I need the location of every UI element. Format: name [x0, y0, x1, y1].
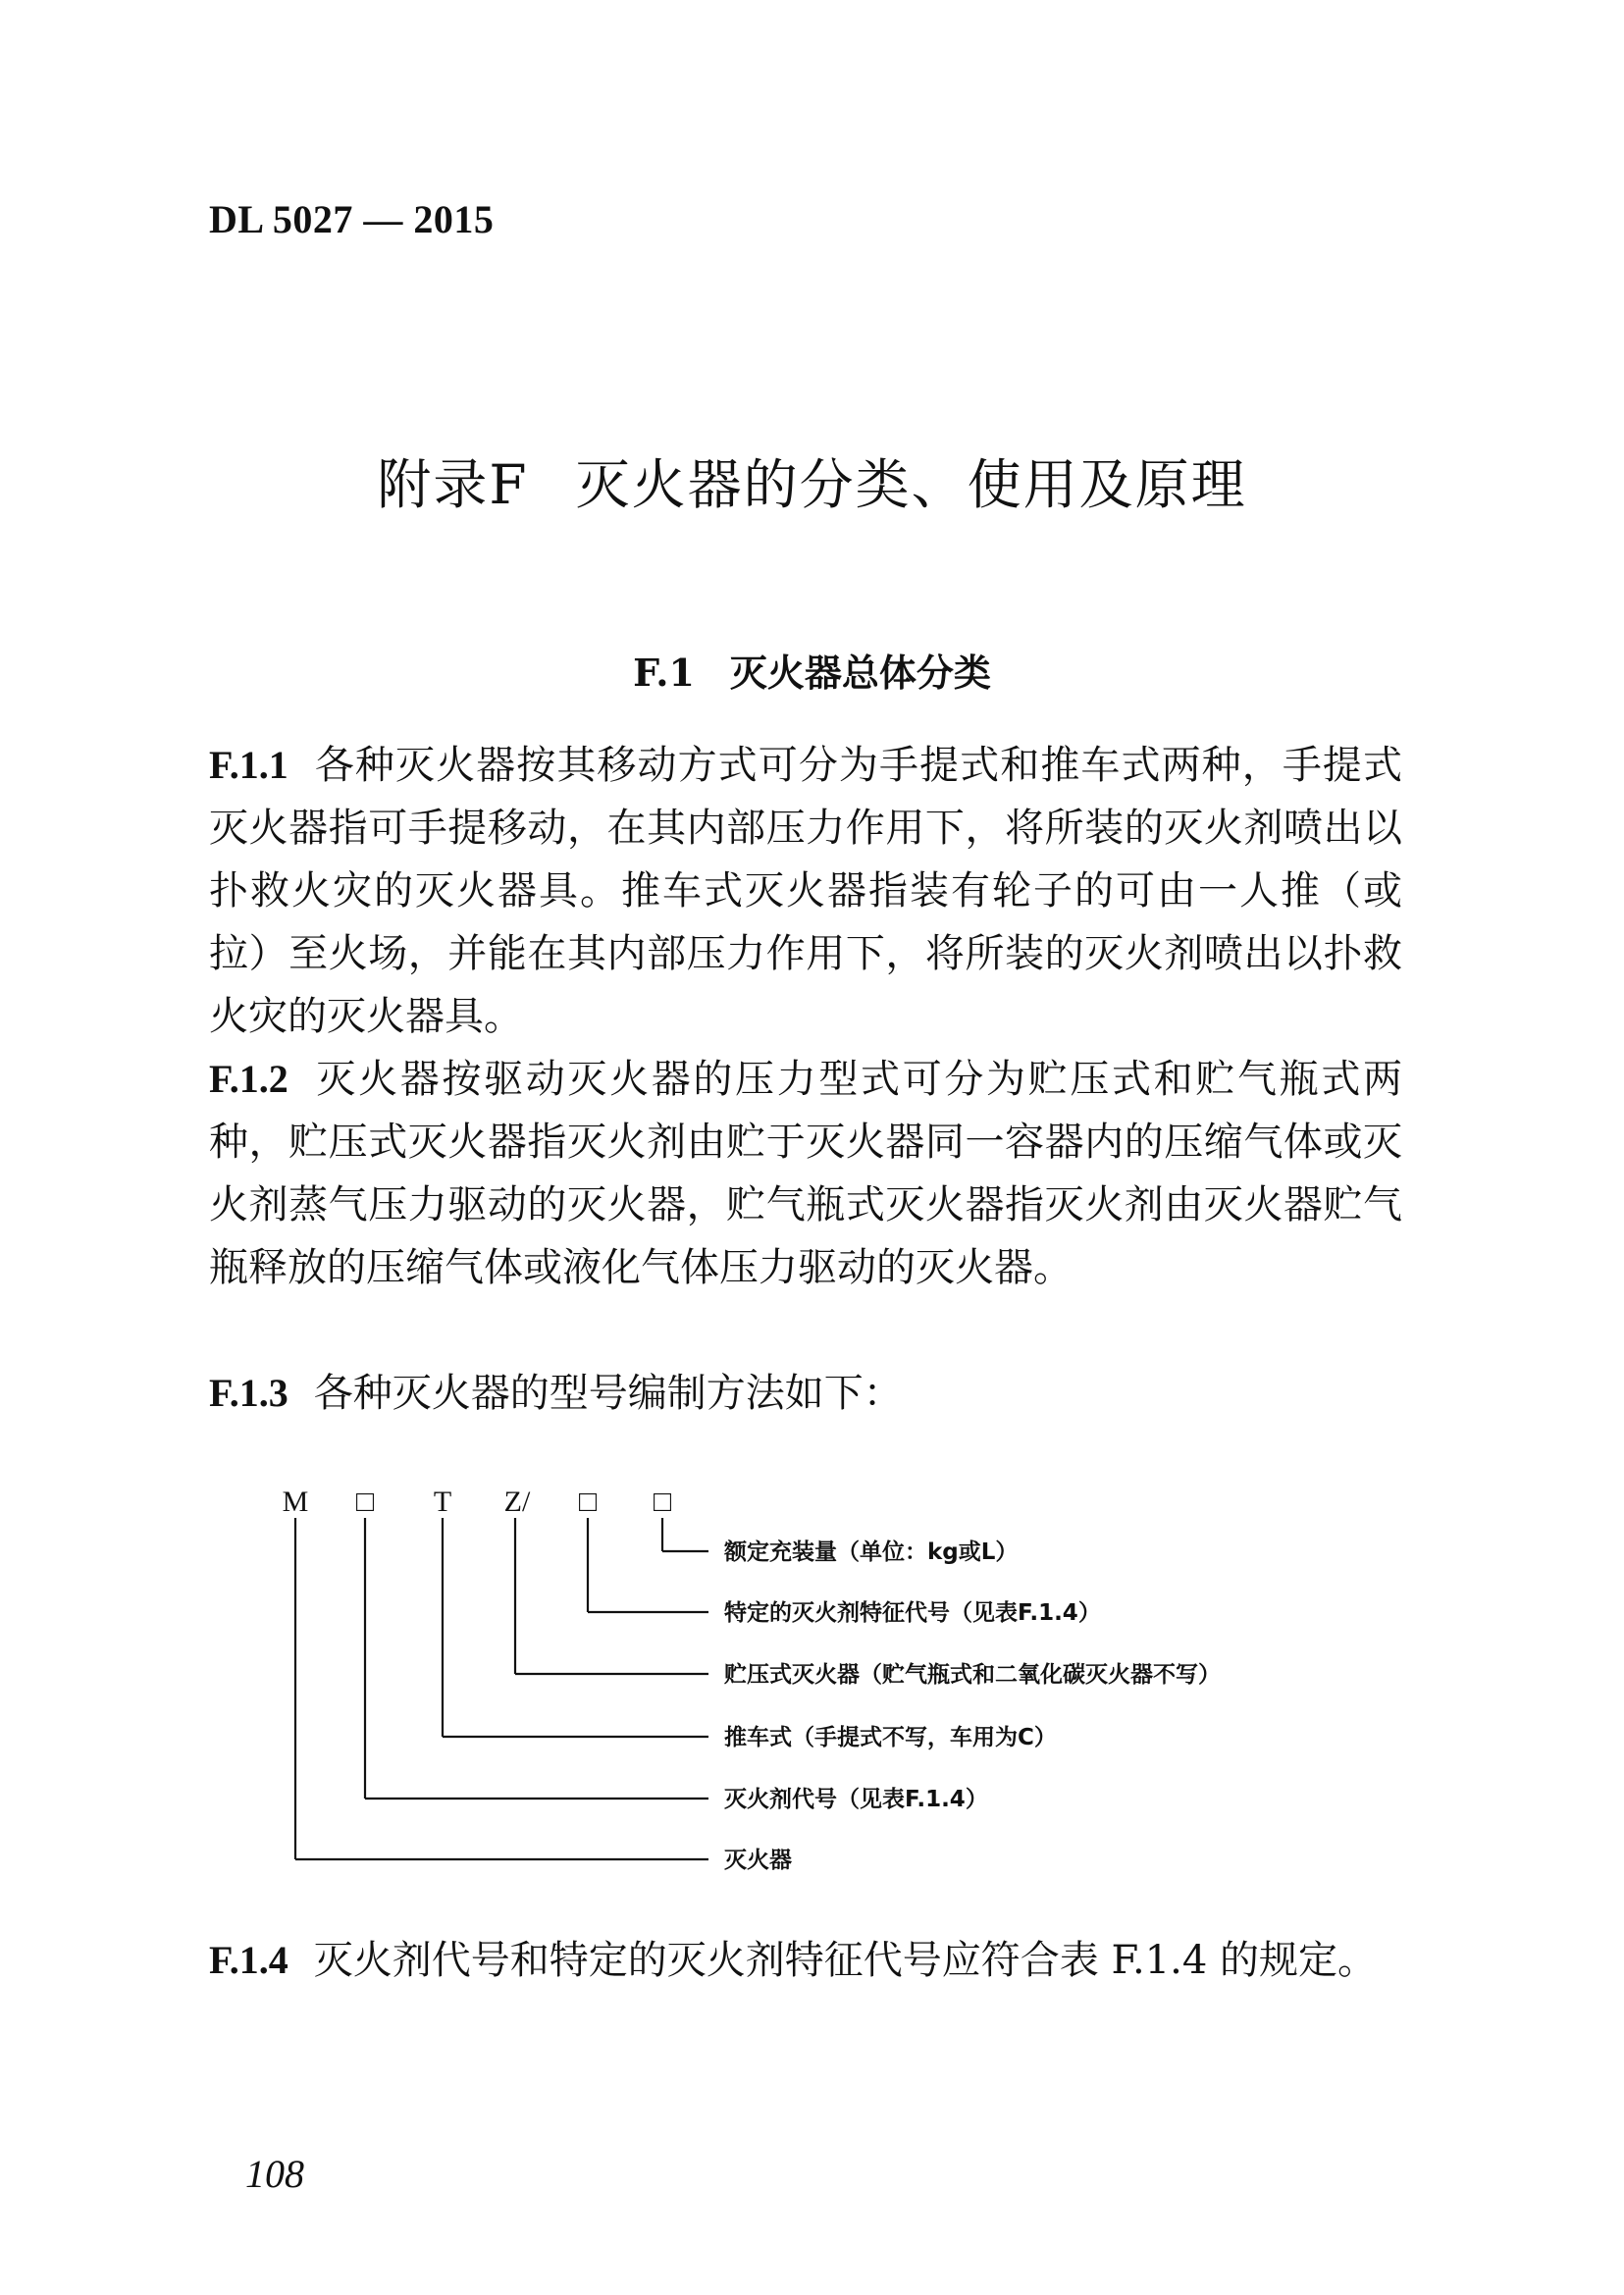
document-code: DL 5027 — 2015: [209, 197, 495, 241]
appendix-heading: 灭火器的分类、使用及原理: [575, 453, 1247, 516]
clause-text: 各种灭火器按其移动方式可分为手提式和推车式两种，手提式灭火器指可手提移动，在其内部压力作用下，将所装的灭火剂喷出以扑救火灾的灭火器具。推车式灭火器指装有轮子的可由一人推（或拉）至火场，并能在其内部压力作用下，将所装的灭火剂喷出以扑救火灾的灭火器具。: [209, 743, 1402, 1039]
symbol-box-agent: □: [355, 1486, 375, 1518]
appendix-label: 附录F: [377, 453, 529, 516]
symbol-box-feature: □: [578, 1486, 598, 1518]
section-heading: 灭火器总体分类: [729, 651, 991, 695]
symbol-z: Z/: [503, 1486, 531, 1518]
page-number: 108: [245, 2152, 304, 2196]
symbol-t: T: [433, 1486, 452, 1518]
clause-number: F.1.4: [209, 1938, 288, 1982]
clause-text: 灭火器按驱动灭火器的压力型式可分为贮压式和贮气瓶式两种，贮压式灭火器指灭火剂由贮于灭火器同一容器内的压缩气体或灭火剂蒸气压力驱动的灭火器，贮气瓶式灭火器指灭火剂由灭火器贮气瓶释放的压缩气体或液化气体压力驱动的灭火器。: [209, 1057, 1402, 1290]
clause-number: F.1.3: [209, 1371, 288, 1415]
label-feature-code: 特定的灭火剂特征代号（见表F.1.4）: [724, 1600, 1101, 1626]
symbol-m: M: [282, 1486, 309, 1518]
section-number: F.1: [633, 651, 695, 695]
label-wheeled: 推车式（手提式不写，车用为C）: [724, 1725, 1057, 1750]
clause-number: F.1.1: [209, 743, 288, 787]
label-stored-pressure: 贮压式灭火器（贮气瓶式和二氧化碳灭火器不写）: [724, 1662, 1221, 1688]
symbol-box-charge: □: [653, 1486, 672, 1518]
clause-number: F.1.2: [209, 1057, 288, 1101]
clause-f-1-4: [209, 1929, 1402, 1992]
label-rated-charge: 额定充装量（单位：kg或L）: [724, 1539, 1019, 1565]
clause-text: 各种灭火器的型号编制方法如下：: [313, 1371, 903, 1416]
clause-text: 灭火剂代号和特定的灭火剂特征代号应符合表 F.1.4 的规定。: [313, 1938, 1378, 1983]
label-extinguisher: 灭火器: [724, 1848, 792, 1873]
label-agent-code: 灭火剂代号（见表F.1.4）: [724, 1787, 988, 1812]
